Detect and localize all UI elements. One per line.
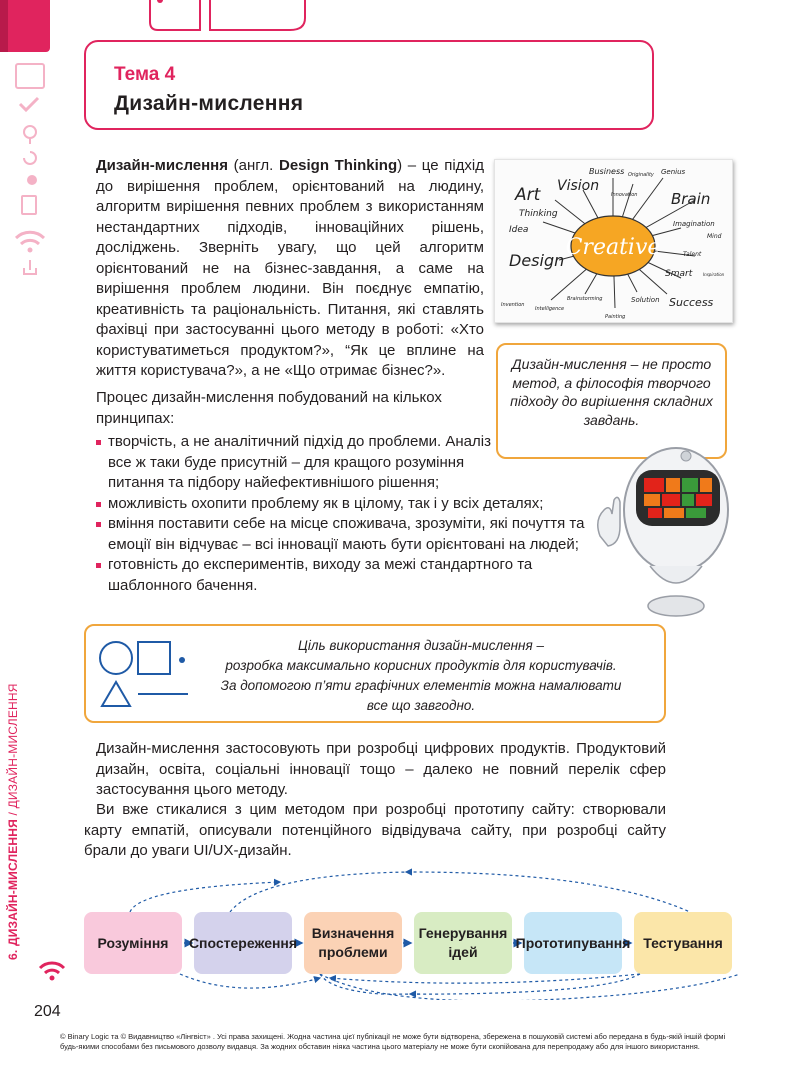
copyright-footer: © Binary Logic та © Видавництво «Лінгвіст» . Усі права захищені. Жодна частина цієї публікації не може бути відтворена, збережена в пошуковій системі або передана в будь-якій іншій формі будь-якими способами без письмового дозволу видавця. За жодних обставин ніяка частина цього матеріалу не може бути скопійована для перепродажу або для іншого використання. [60, 1032, 726, 1051]
creative-center-word: Creative [565, 235, 661, 260]
intro-term: Дизайн-мислення [96, 157, 228, 174]
sidebar-chapter-label [6, 683, 20, 960]
mindmap-word: Talent [683, 251, 702, 258]
goal-line-1: Ціль використання дизайн-мислення – [298, 638, 544, 653]
wifi-icon [38, 958, 66, 982]
topic-header [84, 40, 654, 130]
sidebar-icons [10, 60, 50, 280]
goal-line-2: розробка максимально корисних продуктів для користувачів. [225, 658, 617, 673]
mindmap-word: Success [669, 296, 714, 309]
mindmap-word: Invention [501, 302, 525, 308]
mindmap-word: Genius [661, 168, 686, 176]
top-decoration [140, 0, 340, 42]
mindmap-word: Intelligence [535, 306, 565, 312]
usage-paragraph: Дизайн-мислення застосовують при розробці цифрових продуктів. Продуктовий дизайн, освіта, соціальні інновації тощо – далеко не повний перелік сфер застосування цього методу. [96, 740, 666, 798]
mindmap-word: Design [509, 251, 565, 270]
prototype-text: Ви вже стикалися з цим методом при розробці прототипу сайту: створювали карту емпатій, описували потенційного відвідувача сайту, при розробці сайту брали до уваги UI/UX-дизайн. [84, 801, 666, 859]
intro-text-2: ) – це підхід до вирішення проблем, орієнтований на людину, алгоритм вирішення певних проблем з використанням нестандартних підходів, інноваційних рішень, досліджень. Зверніть увагу, що цей алгоритм орієнтований не на бізнес-завдання, а саме на вирішення проблем людини. Він поєднує емпатію, креативність та раціональність. Питання, які ставлять фахівці при застосуванні цього методу в роботі: «Хто користуватиметься продуктом?», “Як це вплине на життя користувача?», а не «Що отримає бізнес?». [96, 157, 484, 379]
process-step: Визначення проблеми [304, 912, 402, 974]
process-step: Прототипування [524, 912, 622, 974]
list-item: вміння поставити себе на місце споживача, зрозуміти, які почуття та емоції він відчуває – всі інновації мають бути орієнтовані на людей; [96, 514, 594, 555]
goal-callout [84, 624, 666, 723]
principles-list [96, 432, 596, 596]
bubble-text: Дизайн-мислення – не просто метод, а філософія творчого підходу до вирішення складних завдань. [510, 356, 713, 428]
prototype-paragraph [84, 800, 666, 862]
chapter-tab-shade [0, 0, 8, 52]
mindmap-word: Vision [557, 178, 600, 194]
intro-paragraph [96, 156, 484, 382]
mindmap-word: Originality [628, 172, 654, 178]
mindmap-word: Smart [665, 269, 693, 279]
process-step: Тестування [634, 912, 732, 974]
list-item: готовність до експериментів, виходу за межі стандартного та шаблонного бачення. [96, 555, 594, 596]
mindmap-word: Innovation [611, 192, 638, 198]
mindmap-word: Inspiration [703, 272, 725, 277]
mindmap-word: Brain [671, 190, 711, 208]
process-diagram [80, 860, 760, 1000]
sidebar-separator: / [6, 808, 20, 820]
process-step: Спостереження [194, 912, 292, 974]
creative-mindmap-image [494, 159, 733, 323]
mindmap-word: Imagination [673, 220, 715, 228]
mindmap-word: Brainstorming [567, 296, 603, 302]
sidebar-topic: ДИЗАЙН-МИСЛЕННЯ [6, 683, 20, 809]
mindmap-word: Idea [509, 225, 529, 235]
principles-intro: Процес дизайн-мислення побудований на кількох принципах: [96, 389, 442, 427]
mindmap-word: Solution [631, 296, 660, 304]
process-step: Генерування ідей [414, 912, 512, 974]
mindmap-word: Art [515, 185, 541, 205]
topic-label: Тема 4 [114, 64, 176, 85]
goal-text [196, 636, 646, 716]
mindmap-word: Thinking [519, 209, 558, 219]
mindmap-word: Painting [605, 314, 626, 320]
mindmap-word: Business [589, 167, 625, 176]
page-number: 204 [34, 1003, 61, 1020]
robot-illustration [590, 440, 730, 620]
mindmap-word: Mind [707, 233, 722, 240]
intro-term-en: Design Thinking [278, 157, 398, 174]
list-item: творчість, а не аналітичний підхід до проблеми. Аналіз все ж таки буде присутній – для кращого розуміння питання та підбору найефективнішого рішення; [96, 432, 498, 494]
page-title: Дизайн-мислення [114, 92, 304, 115]
goal-line-4: все що завгодно. [366, 698, 476, 713]
goal-line-3: За допомогою п’яти графічних елементів можна намалювати [220, 678, 622, 693]
intro-text-1: (англ. [228, 157, 279, 174]
sidebar-chapter: 6. ДИЗАЙН-МИСЛЕННЯ [6, 819, 20, 960]
list-item: можливість охопити проблему як в цілому, так і у всіх деталях; [96, 494, 596, 515]
process-step: Розуміння [84, 912, 182, 974]
graphic-elements-icon [98, 636, 188, 710]
